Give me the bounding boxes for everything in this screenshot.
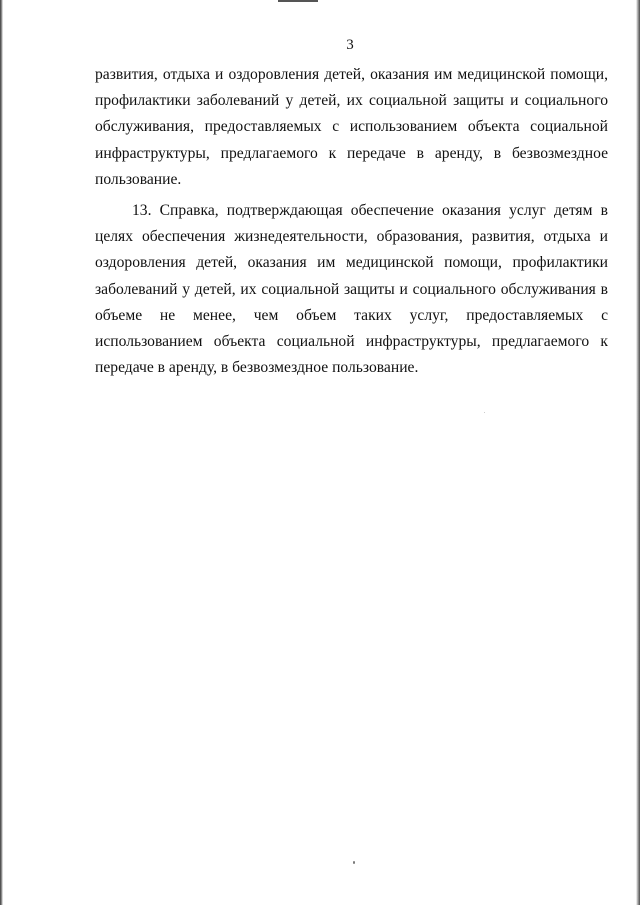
page-number: 3: [346, 37, 354, 53]
scan-speck: [353, 861, 355, 864]
scan-speck: [484, 412, 485, 413]
page-edge-left: [0, 0, 3, 905]
staple-mark: [278, 0, 318, 2]
document-body: [95, 62, 608, 381]
page-edge-right: [636, 0, 640, 905]
paragraph-continuation: развития, отдыха и оздоровления детей, оказания им медицинской помощи, профилактики заболеваний у детей, их социальной защиты и социального обслуживания, предоставляемых с использованием объекта социальной инфраструктуры, предлагаемого к передаче в аренду, в безвозмездное пользование.: [95, 66, 608, 188]
paragraph-item-13: 13. Справка, подтверждающая обеспечение оказания услуг детям в целях обеспечения жизнедеятельности, образования, развития, отдыха и оздоровления детей, оказания им медицинской помощи, профилактики заболеваний у детей, их социальной защиты и социального обслуживания в объеме не менее, чем объем таких услуг, предоставляемых с использованием объекта социальной инфраструктуры, предлагаемого к передаче в аренду, в безвозмездное пользование.: [95, 202, 608, 377]
